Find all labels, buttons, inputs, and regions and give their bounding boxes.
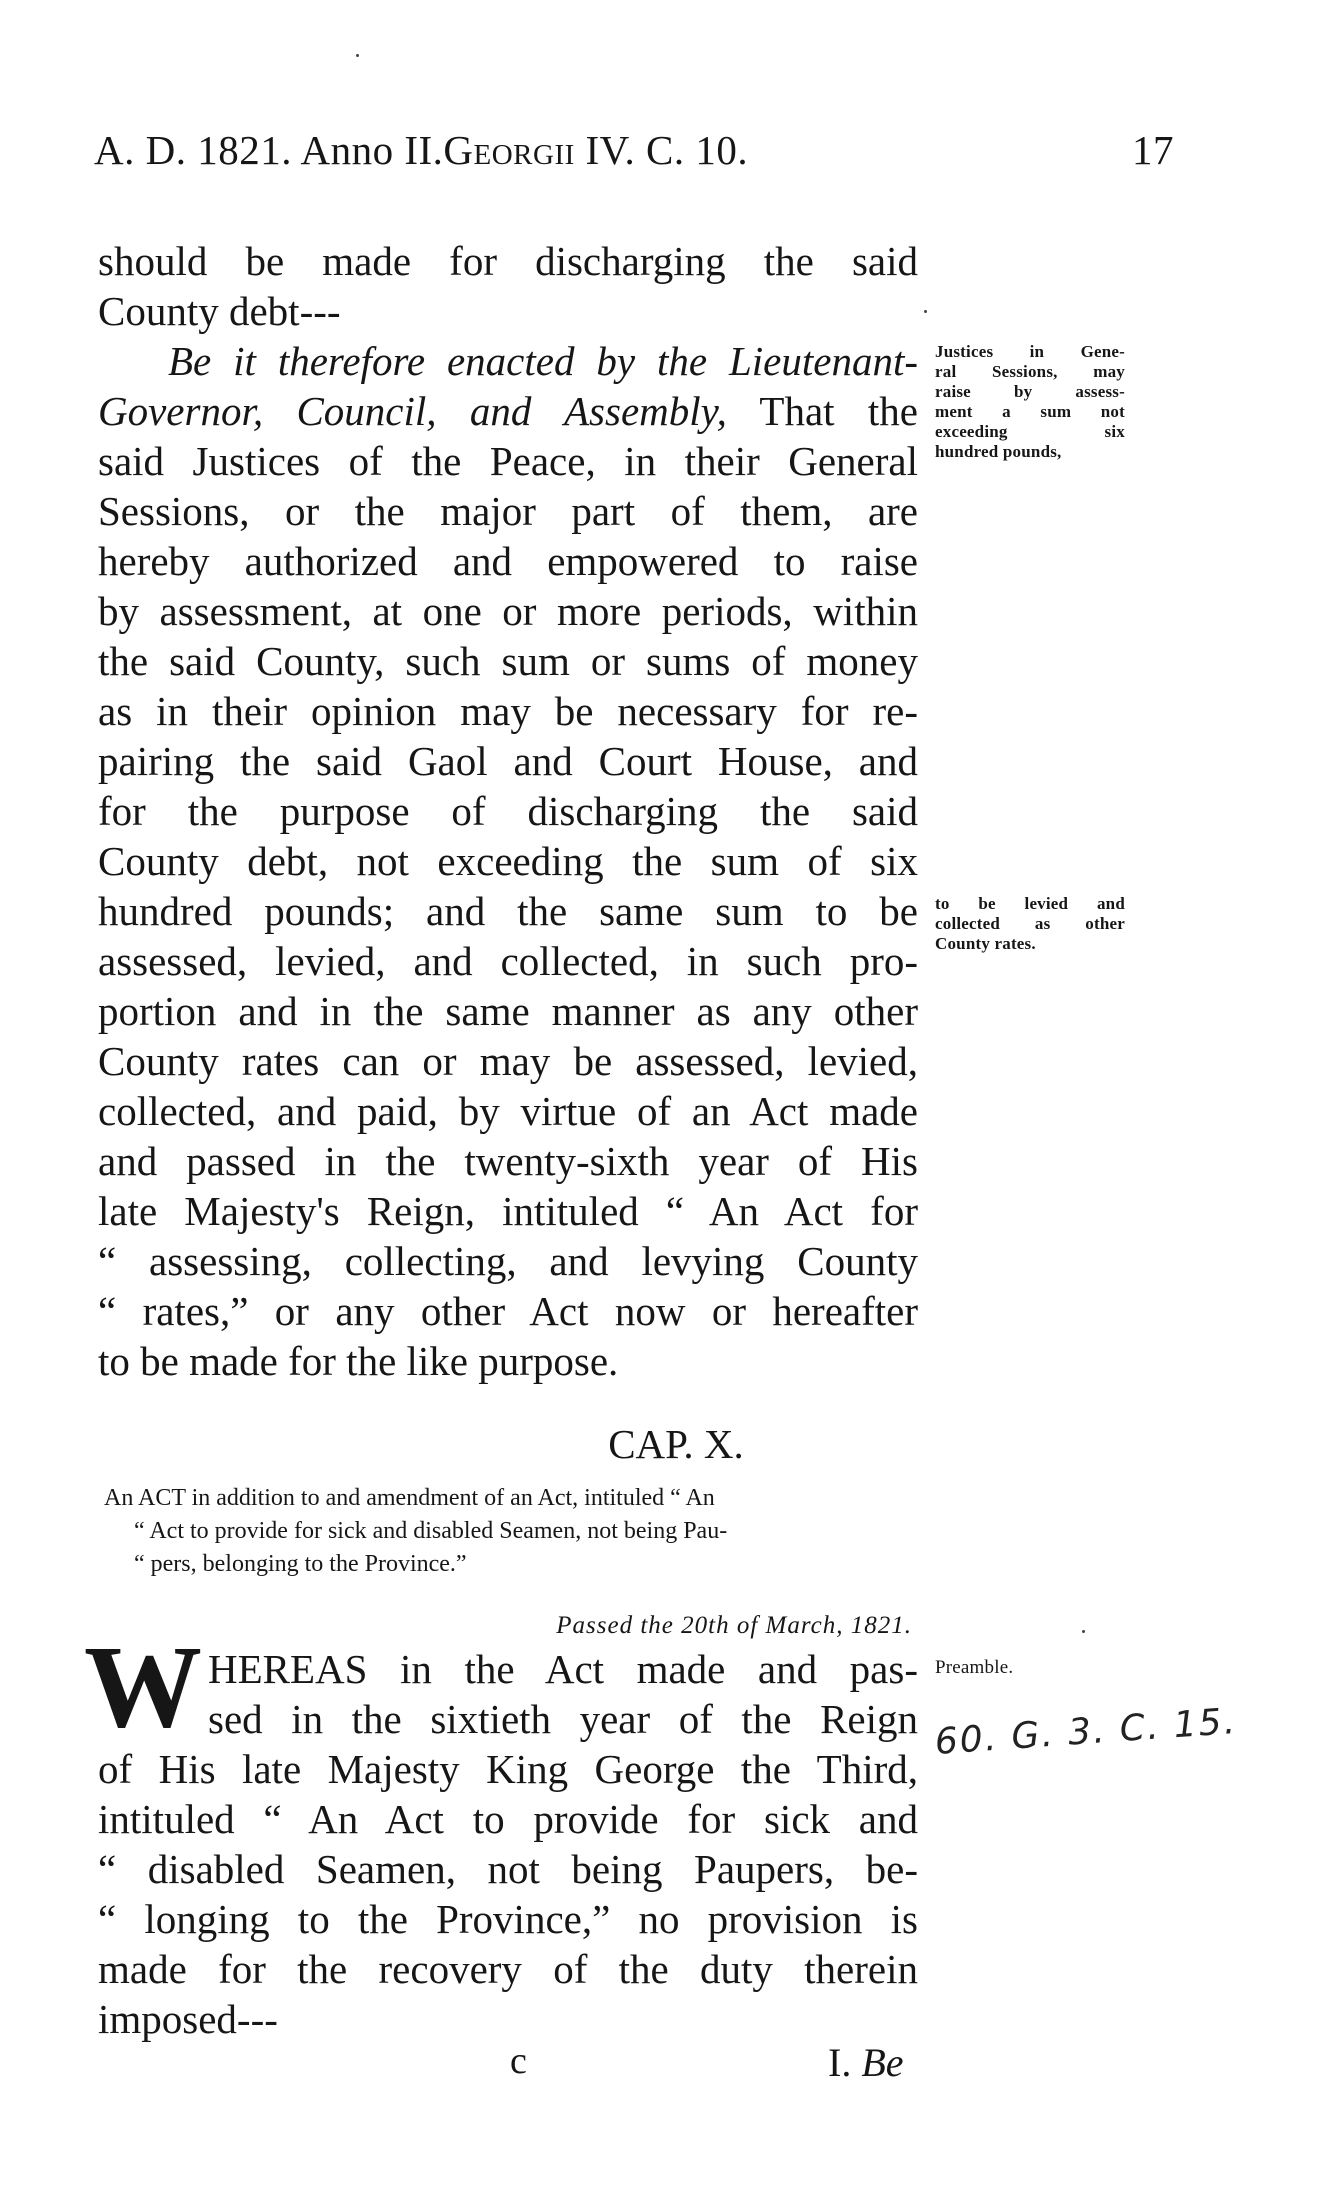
marginal-note-preamble — [935, 1658, 1125, 1678]
text-line: County debt, not exceeding the sum of six — [98, 838, 918, 884]
marginal-note-line: ral Sessions, may — [935, 362, 1125, 381]
running-header — [94, 126, 1174, 180]
header-chapter: C. 10. — [646, 127, 749, 173]
text-line: as in their opinion may be necessary for re- — [98, 688, 918, 734]
text-line: imposed--- — [98, 1996, 278, 2042]
text-line: County debt--- — [98, 288, 341, 334]
text-line: by assessment, at one or more periods, within — [98, 588, 918, 634]
text-line: assessed, levied, and collected, in such pro- — [98, 938, 918, 984]
marginal-note-line: exceeding six — [935, 422, 1125, 441]
scan-speck — [924, 310, 927, 313]
signature-mark: c — [510, 2040, 527, 2082]
text-line: should be made for discharging the said — [98, 238, 918, 284]
passed-date: Passed the 20th of March, 1821. — [556, 1612, 912, 1639]
handwritten-annotation: 60. G. 3. C. 15. — [933, 1700, 1239, 1763]
marginal-note-line: raise by assess- — [935, 382, 1125, 401]
marginal-note-line: collected as other — [935, 914, 1125, 933]
marginal-note-line: hundred pounds, — [935, 442, 1062, 461]
page-number: 17 — [1132, 127, 1174, 173]
catchword-italic: Be — [861, 2040, 904, 2085]
text-line: “ rates,” or any other Act now or hereafter — [98, 1288, 918, 1334]
text-line: hundred pounds; and the same sum to be — [98, 888, 918, 934]
marginal-note-line: to be levied and — [935, 894, 1125, 913]
catchword-text: I. Be — [828, 2040, 904, 2085]
text-line: and passed in the twenty-sixth year of His — [98, 1138, 918, 1184]
text-line: Sessions, or the major part of them, are — [98, 488, 918, 534]
chapter-long-title — [104, 1482, 914, 1581]
text-line: the said County, such sum or sums of money — [98, 638, 918, 684]
drop-cap: W — [84, 1621, 202, 1752]
text-line: “ disabled Seamen, not being Paupers, be- — [98, 1846, 918, 1892]
catchword — [828, 2039, 904, 2086]
text-line: made for the recovery of the duty therein — [98, 1946, 918, 1992]
enacting-clause-line: Be it therefore enacted by the Lieutenant- — [168, 338, 918, 384]
text-line: said Justices of the Peace, in their General — [98, 438, 918, 484]
text-line: sed in the sixtieth year of the Reign — [208, 1696, 918, 1742]
long-title-line: An ACT in addition to and amendment of an Act, intituled “ An — [104, 1485, 715, 1511]
marginal-note-line: Justices in Gene- — [935, 342, 1125, 361]
marginal-note-line: Preamble. — [935, 1657, 1014, 1678]
marginal-note-levied — [935, 894, 1125, 954]
text-line: hereby authorized and empowered to raise — [98, 538, 918, 584]
text-line: “ assessing, collecting, and levying County — [98, 1238, 918, 1284]
text-line: pairing the said Gaol and Court House, and — [98, 738, 918, 784]
enacting-clause-line-2 — [98, 386, 918, 436]
text-line: collected, and paid, by virtue of an Act made — [98, 1088, 918, 1134]
long-title-line: “ Act to provide for sick and disabled Seamen, not being Pau- — [134, 1518, 728, 1544]
enacting-continuation: That the — [726, 388, 918, 434]
text-line: for the purpose of discharging the said — [98, 788, 918, 834]
text-line: of His late Majesty King George the Third, — [98, 1746, 918, 1792]
text-line: late Majesty's Reign, intituled “ An Act for — [98, 1188, 918, 1234]
marginal-note-line: ment a sum not — [935, 402, 1125, 421]
enacting-authorities: Governor, Council, and Assembly, — [98, 388, 727, 434]
preamble-text — [98, 1644, 918, 2044]
chapter-title: CAP. X. — [608, 1421, 744, 1467]
text-line: to be made for the like purpose. — [98, 1338, 619, 1384]
header-year: A. D. 1821. — [94, 127, 292, 173]
marginal-note-justices — [935, 342, 1125, 462]
marginal-note-line: County rates. — [935, 934, 1036, 953]
scan-speck — [356, 54, 359, 57]
text-line: HEREAS in the Act made and pas- — [208, 1646, 918, 1692]
header-reign-numeral: IV. — [585, 127, 636, 173]
text-line: portion and in the same manner as any other — [98, 988, 918, 1034]
header-left — [94, 126, 748, 174]
text-line: County rates can or may be assessed, levied, — [98, 1038, 918, 1084]
header-reign: Georgii — [443, 127, 575, 173]
text-line: intituled “ An Act to provide for sick and — [98, 1796, 918, 1842]
long-title-line: “ pers, belonging to the Province.” — [134, 1551, 467, 1577]
header-anno: Anno II. — [300, 127, 444, 173]
scan-speck — [1082, 1630, 1085, 1633]
main-text-block-1 — [98, 236, 918, 1386]
text-line: “ longing to the Province,” no provision is — [98, 1896, 918, 1942]
